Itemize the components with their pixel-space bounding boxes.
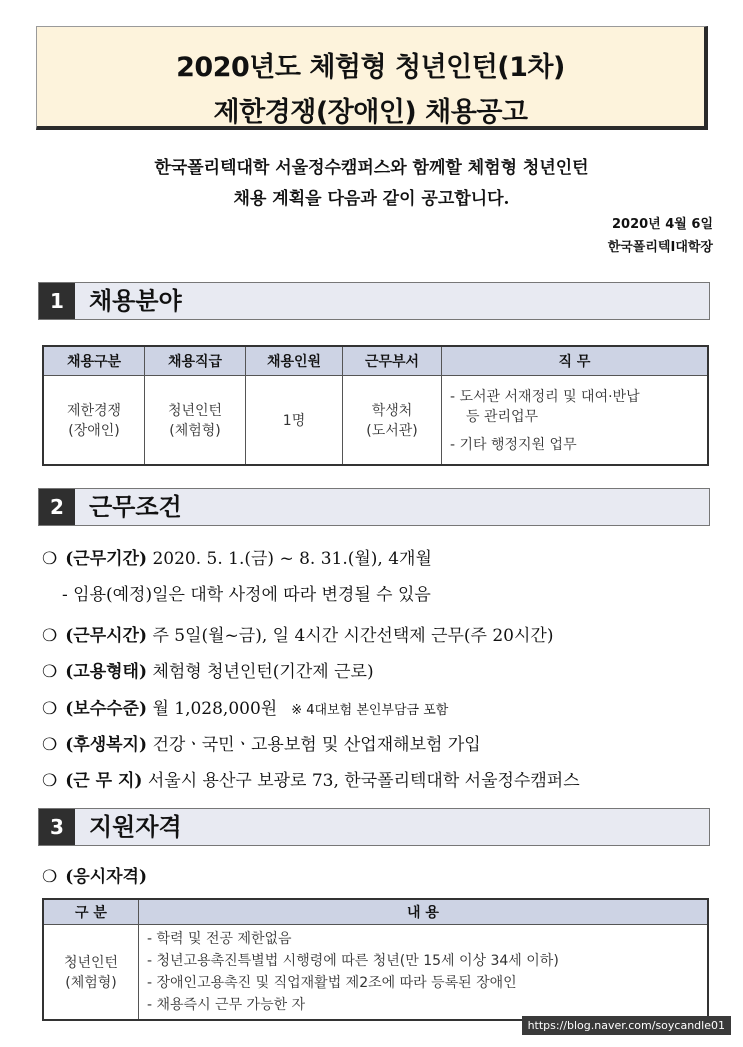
section-number: 1	[39, 283, 75, 319]
intro-line-1: 한국폴리텍대학 서울정수캠퍼스와 함께할 체험형 청년인턴	[154, 158, 589, 178]
condition-hours	[42, 621, 553, 646]
list-item: - 채용즉시 근무 가능한 자	[147, 997, 306, 1013]
condition-location	[42, 766, 580, 791]
cell-dept	[343, 376, 442, 466]
cell-content	[139, 925, 709, 1021]
cell-line: 청년인턴	[63, 955, 119, 971]
cell-line: (체험형)	[169, 423, 221, 439]
bullet-icon: ❍	[42, 626, 58, 646]
condition-employment	[42, 657, 374, 682]
section-title: 지원자격	[89, 813, 182, 841]
condition-label: (근 무 지)	[65, 771, 143, 791]
list-item: - 학력 및 전공 제한없음	[147, 931, 292, 947]
cell-line: 학생처	[371, 403, 413, 419]
qualification-label: (응시자격)	[65, 867, 148, 887]
section-number: 2	[39, 489, 75, 525]
condition-period	[42, 544, 432, 569]
cell-line: (도서관)	[366, 423, 418, 439]
condition-value: 건강ㆍ국민ㆍ고용보험 및 산업재해보험 가입	[152, 735, 481, 755]
col-header: 구 분	[43, 899, 139, 925]
cell-rank	[145, 376, 246, 466]
section-title: 근무조건	[89, 493, 182, 521]
condition-value: 주 5일(월~금), 일 4시간 시간선택제 근무(주 20시간)	[152, 626, 554, 646]
condition-value: 2020. 5. 1.(금) ~ 8. 31.(월), 4개월	[152, 549, 432, 569]
cell-line: 제한경쟁	[66, 403, 122, 419]
duty-line: 등 관리업무	[466, 409, 539, 425]
table-header-row	[43, 346, 708, 376]
col-header: 근무부서	[343, 346, 442, 376]
list-item: - 청년고용촉진특별법 시행령에 따른 청년(만 15세 이상 34세 이하)	[147, 953, 559, 969]
col-header: 채용구분	[43, 346, 145, 376]
table-row	[43, 376, 708, 466]
condition-label: (근무시간)	[65, 626, 148, 646]
list-item: - 장애인고용촉진 및 직업재활법 제2조에 따라 등록된 장애인	[147, 975, 517, 991]
section-header-2	[38, 488, 710, 526]
section-number: 3	[39, 809, 75, 845]
cell-count: 1명	[246, 376, 343, 466]
cell-line: 청년인턴	[167, 403, 223, 419]
duty-line: - 도서관 서재정리 및 대여·반납	[450, 389, 640, 405]
recruit-table	[42, 345, 709, 466]
cell-label	[43, 925, 139, 1021]
col-header: 채용인원	[246, 346, 343, 376]
qualification-heading	[42, 862, 147, 887]
col-header: 채용직급	[145, 346, 246, 376]
col-header: 직 무	[442, 346, 709, 376]
bullet-icon: ❍	[42, 735, 58, 755]
bullet-icon: ❍	[42, 662, 58, 682]
condition-label: (후생복지)	[65, 735, 148, 755]
issuer: 한국폴리텍I대학장	[607, 240, 713, 255]
condition-pay	[42, 694, 448, 719]
condition-value: 서울시 용산구 보광로 73, 한국폴리텍대학 서울정수캠퍼스	[147, 771, 580, 791]
condition-value: 체험형 청년인턴(기간제 근로)	[152, 662, 374, 682]
condition-value: 월 1,028,000원	[152, 699, 278, 719]
bullet-icon: ❍	[42, 771, 58, 791]
title-line-1: 2020년도 체험형 청년인턴(1차)	[176, 52, 565, 83]
section-title: 채용분야	[89, 287, 182, 315]
col-header: 내 용	[139, 899, 709, 925]
bullet-icon: ❍	[42, 699, 58, 719]
title-box	[36, 26, 708, 130]
table-row	[43, 925, 708, 1021]
condition-welfare	[42, 730, 481, 755]
notice-date: 2020년 4월 6일	[612, 217, 713, 232]
cell-line: (장애인)	[68, 423, 120, 439]
table-header-row	[43, 899, 708, 925]
qualification-table	[42, 898, 709, 1021]
condition-period-note: - 임용(예정)일은 대학 사정에 따라 변경될 수 있음	[62, 585, 431, 605]
section-header-1	[38, 282, 710, 320]
intro-line-2: 채용 계획을 다음과 같이 공고합니다.	[233, 189, 510, 209]
condition-label: (고용형태)	[65, 662, 148, 682]
bullet-icon: ❍	[42, 867, 58, 887]
cell-line: (체험형)	[65, 975, 117, 991]
cell-type	[43, 376, 145, 466]
watermark: https://blog.naver.com/soycandle01	[522, 1016, 731, 1035]
condition-label: (보수수준)	[65, 699, 148, 719]
cell-duties	[442, 376, 709, 466]
section-header-3	[38, 808, 710, 846]
duty-line: - 기타 행정지원 업무	[450, 437, 577, 453]
title-line-2: 제한경쟁(장애인) 채용공고	[213, 97, 528, 128]
condition-note: ※ 4대보험 본인부담금 포함	[291, 703, 449, 718]
bullet-icon: ❍	[42, 549, 58, 569]
condition-label: (근무기간)	[65, 549, 148, 569]
